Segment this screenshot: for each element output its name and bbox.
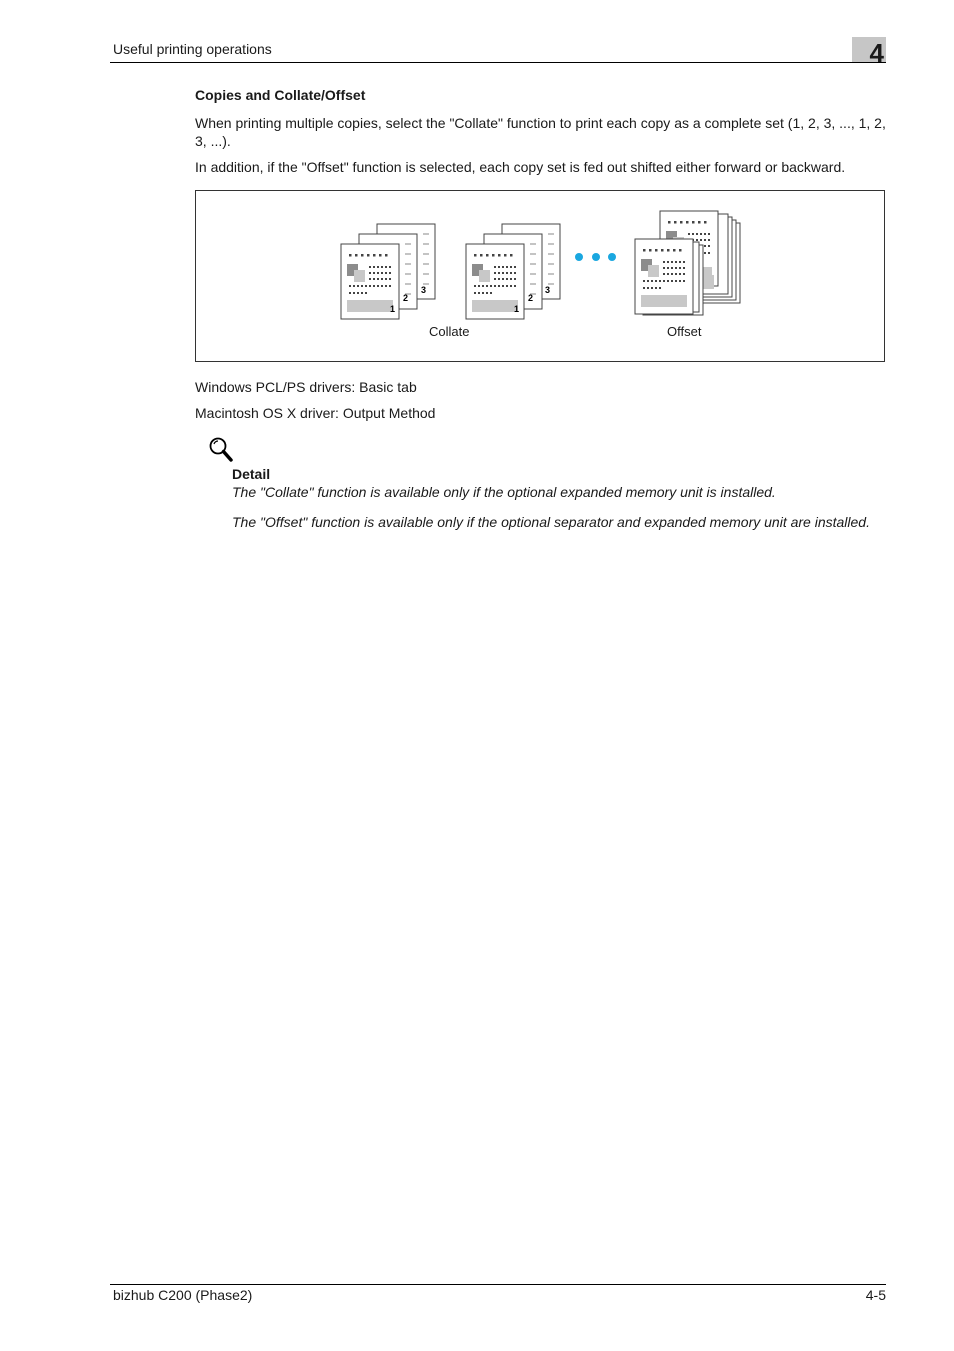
page-number-2: 2: [403, 293, 409, 303]
page-number-3: 3: [421, 285, 427, 295]
chapter-number-badge: 4: [852, 37, 886, 62]
section-title: Copies and Collate/Offset: [195, 87, 366, 103]
footer-page-number: 4-5: [865, 1287, 886, 1303]
header-divider: [110, 62, 886, 63]
ellipsis-dots: [575, 253, 616, 261]
detail-heading: Detail: [232, 466, 271, 482]
page-number-1: 1: [514, 304, 520, 314]
collate-set-2: [466, 224, 560, 319]
collate-offset-illustration: [196, 191, 886, 363]
detail-note-collate: The "Collate" function is available only if the optional expanded memory unit is installed.: [232, 484, 776, 500]
collate-set-1: [341, 224, 435, 319]
magnifier-icon: [208, 436, 234, 469]
windows-driver-setting: Windows PCL/PS drivers: Basic tab: [195, 379, 417, 395]
page-number-2: 2: [528, 293, 534, 303]
collate-label: Collate: [429, 324, 470, 339]
offset-stacks: [635, 211, 740, 315]
intro-paragraph: When printing multiple copies, select the "Collate" function to print each copy as a complete set (1, 2, 3, ..., 1, 2, 3, ...).: [195, 115, 886, 149]
footer-divider: [110, 1284, 886, 1285]
collate-offset-figure: [195, 190, 885, 362]
page-number-3: 3: [545, 285, 551, 295]
footer-product: bizhub C200 (Phase2): [113, 1287, 253, 1303]
mac-driver-setting: Macintosh OS X driver: Output Method: [195, 405, 436, 421]
offset-label: Offset: [667, 324, 702, 339]
page-number-1: 1: [390, 304, 396, 314]
running-header: Useful printing operations: [113, 41, 272, 57]
detail-note-offset: The "Offset" function is available only if the optional separator and expanded memory unit are installed.: [232, 514, 870, 530]
offset-paragraph: In addition, if the "Offset" function is selected, each copy set is fed out shifted either forward or backward.: [195, 159, 846, 175]
